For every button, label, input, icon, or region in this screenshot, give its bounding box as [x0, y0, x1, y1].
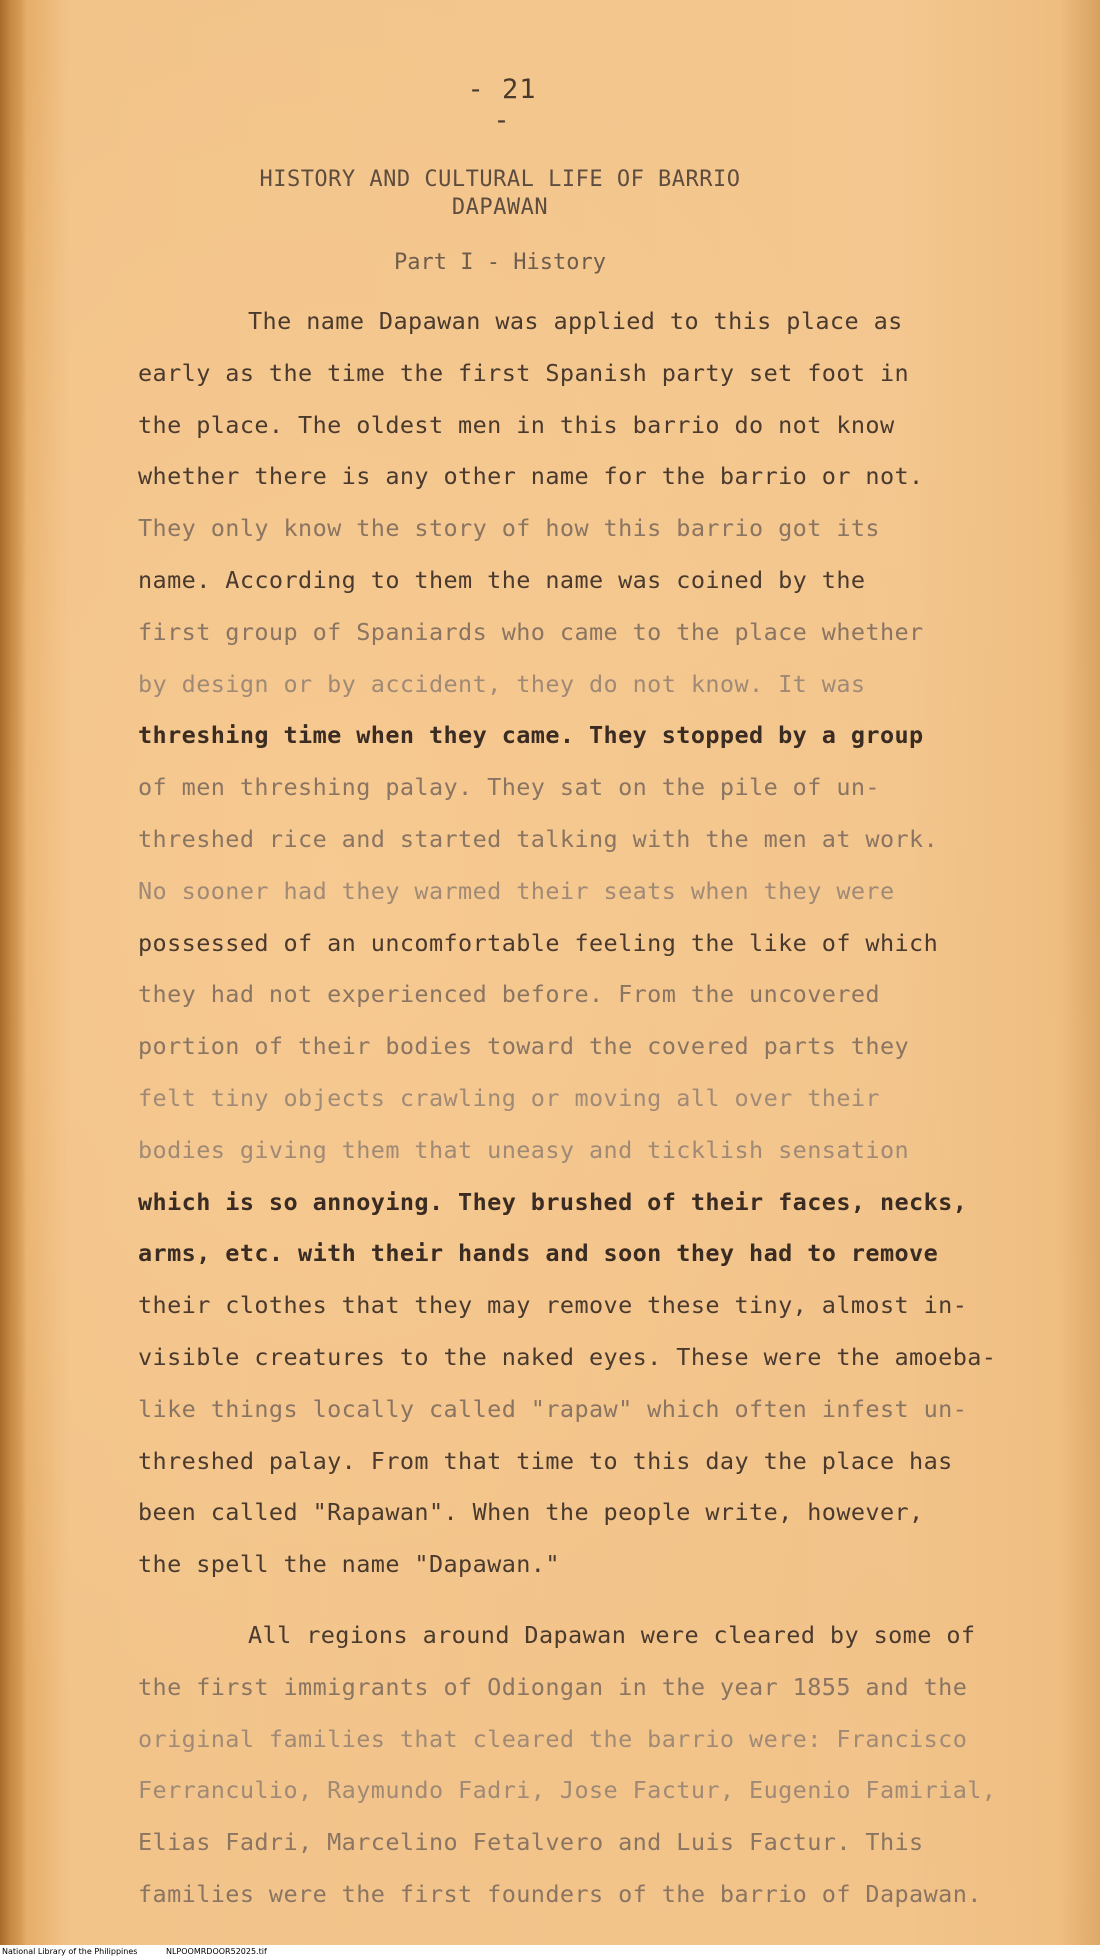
text-line: The name Dapawan was applied to this place as — [248, 307, 903, 335]
page-number: - 21 - — [467, 74, 537, 136]
page-edge-shadow — [0, 0, 26, 1945]
footer-library-name: National Library of the Philippines — [2, 1947, 138, 1956]
text-line: Ferranculio, Raymundo Fadri, Jose Factur, Eugenio Famirial, — [138, 1776, 997, 1805]
text-line: the first immigrants of Odiongan in the year 1855 and the — [138, 1672, 968, 1701]
text-line: bodies giving them that uneasy and ticklish sensation — [138, 1135, 910, 1164]
text-line: All regions around Dapawan were cleared by some of — [248, 1620, 976, 1649]
text-line: of men threshing palay. They sat on the pile of un- — [138, 773, 880, 802]
text-line: early as the time the first Spanish party set foot in — [138, 358, 910, 387]
text-line: the spell the name "Dapawan." — [138, 1550, 560, 1579]
title-line-1: HISTORY AND CULTURAL LIFE OF BARRIO — [259, 167, 741, 192]
text-line: visible creatures to the naked eyes. These were the amoeba- — [138, 1342, 997, 1371]
text-line: been called "Rapawan". When the people write, however, — [138, 1498, 924, 1527]
footer-file-id: NLPOOMRDOOR52025.tif — [165, 1947, 267, 1956]
text-line: they had not experienced before. From the uncovered — [138, 980, 880, 1009]
text-line: They only know the story of how this barrio got its — [138, 514, 880, 543]
text-line: by design or by accident, they do not know. It was — [138, 669, 866, 698]
text-line: possessed of an uncomfortable feeling the like of which — [138, 928, 939, 957]
text-line: their clothes that they may remove these tiny, almost in- — [138, 1291, 968, 1320]
text-line: families were the first founders of the barrio of Dapawan. — [138, 1879, 982, 1908]
text-line: whether there is any other name for the barrio or not. — [138, 462, 924, 491]
text-line: original families that cleared the barrio were: Francisco — [138, 1724, 968, 1753]
text-line: Elias Fadri, Marcelino Fetalvero and Luis Factur. This — [138, 1828, 924, 1857]
text-line: No sooner had they warmed their seats when they were — [138, 876, 895, 905]
scan-footer — [0, 1945, 1100, 1958]
text-line: which is so annoying. They brushed of their faces, necks, — [138, 1187, 968, 1216]
text-line: the place. The oldest men in this barrio do not know — [138, 410, 895, 439]
text-line: arms, etc. with their hands and soon they had to remove — [138, 1239, 939, 1268]
text-line: portion of their bodies toward the covered parts they — [138, 1032, 910, 1061]
body-text — [138, 296, 1050, 1921]
document-title — [200, 166, 800, 222]
text-line: threshing time when they came. They stopped by a group — [138, 721, 924, 750]
text-line: name. According to them the name was coined by the — [138, 565, 866, 594]
text-line: threshed palay. From that time to this day the place has — [138, 1446, 953, 1475]
title-line-2: DAPAWAN — [451, 195, 549, 220]
section-heading: Part I - History — [394, 250, 606, 275]
text-line: felt tiny objects crawling or moving all over their — [138, 1083, 880, 1112]
text-line: first group of Spaniards who came to the place whether — [138, 617, 924, 646]
text-line: threshed rice and started talking with the men at work. — [138, 824, 939, 853]
text-line: like things locally called "rapaw" which often infest un- — [138, 1394, 968, 1423]
